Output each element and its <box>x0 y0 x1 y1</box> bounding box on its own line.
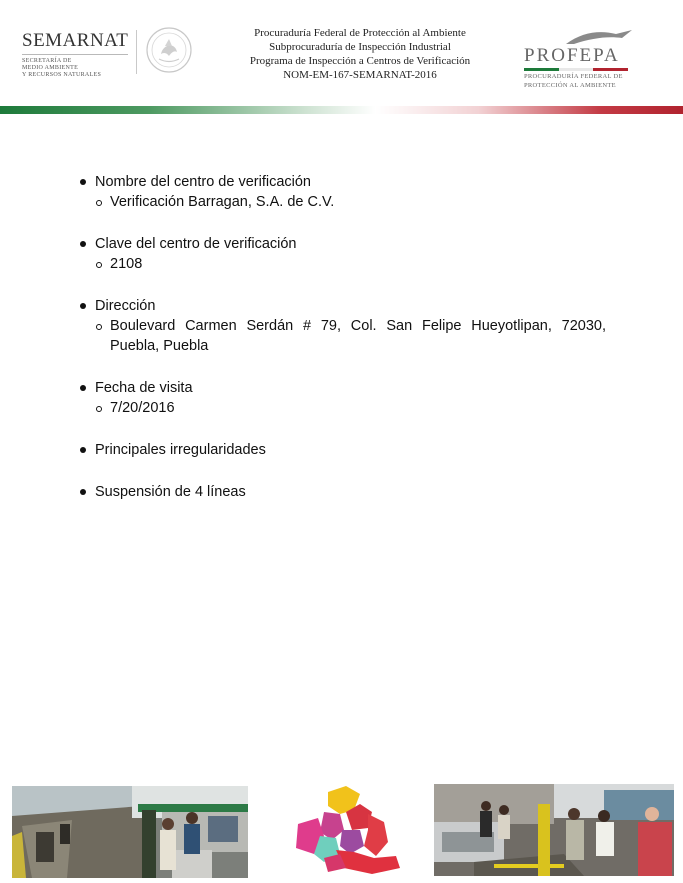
semarnat-subtitle-3: Y RECURSOS NATURALES <box>22 72 102 78</box>
list-item <box>78 440 606 460</box>
semarnat-wordmark: SEMARNAT <box>22 30 129 51</box>
bullet-icon <box>78 296 95 356</box>
list-item <box>78 296 606 356</box>
semarnat-subtitle-2: MEDIO AMBIENTE <box>22 65 79 71</box>
page-header <box>0 0 683 116</box>
flag-color-bar <box>0 106 683 114</box>
bullet-icon <box>78 378 95 418</box>
profepa-subtitle-1: PROCURADURÍA FEDERAL DE <box>524 73 623 80</box>
verification-lane-photo <box>12 786 248 878</box>
item-label: Suspensión de 4 líneas <box>95 484 246 500</box>
bullet-icon <box>78 234 95 274</box>
item-value: Verificación Barragan, S.A. de C.V. <box>110 194 335 210</box>
profepa-flag-stripe <box>524 68 628 71</box>
item-label: Nombre del centro de verificación <box>95 174 311 190</box>
item-label: Clave del centro de verificación <box>95 236 297 252</box>
bullet-icon <box>78 440 95 460</box>
list-item <box>78 482 606 502</box>
header-title-3: Programa de Inspección a Centros de Verificación <box>249 55 471 67</box>
header-title-1: Procuraduría Federal de Protección al Ambiente <box>254 27 466 39</box>
info-list <box>78 172 606 524</box>
semarnat-rule <box>22 54 128 55</box>
profepa-logo <box>524 36 642 88</box>
profepa-subtitle-2: PROTECCIÓN AL AMBIENTE <box>524 82 616 89</box>
mexico-seal-icon <box>145 26 193 74</box>
inspection-team-photo <box>434 784 674 876</box>
header-title-2: Subprocuraduría de Inspección Industrial <box>269 41 451 53</box>
header-titles <box>200 26 520 82</box>
circle-bullet-icon <box>95 316 110 356</box>
list-item <box>78 172 606 212</box>
logo-divider <box>136 30 137 74</box>
list-item <box>78 378 606 418</box>
bullet-icon <box>78 482 95 502</box>
item-value: 2108 <box>110 256 143 272</box>
header-title-4: NOM-EM-167-SEMARNAT-2016 <box>283 69 437 81</box>
circle-bullet-icon <box>95 398 110 418</box>
semarnat-logo <box>22 30 132 90</box>
circle-bullet-icon <box>95 192 110 212</box>
circle-bullet-icon <box>95 254 110 274</box>
profepa-bird-icon <box>564 28 634 46</box>
list-item <box>78 234 606 274</box>
item-label: Dirección <box>95 298 156 314</box>
item-label: Principales irregularidades <box>95 442 266 458</box>
puebla-map <box>284 784 409 876</box>
item-label: Fecha de visita <box>95 380 193 396</box>
profepa-wordmark: PROFEPA <box>524 45 620 66</box>
semarnat-subtitle-1: SECRETARÍA DE <box>22 58 72 64</box>
item-value: Boulevard Carmen Serdán # 79, Col. San Felipe Hueyotlipan, 72030, Puebla, Puebla <box>110 318 606 354</box>
bullet-icon <box>78 172 95 212</box>
item-value: 7/20/2016 <box>110 400 175 416</box>
